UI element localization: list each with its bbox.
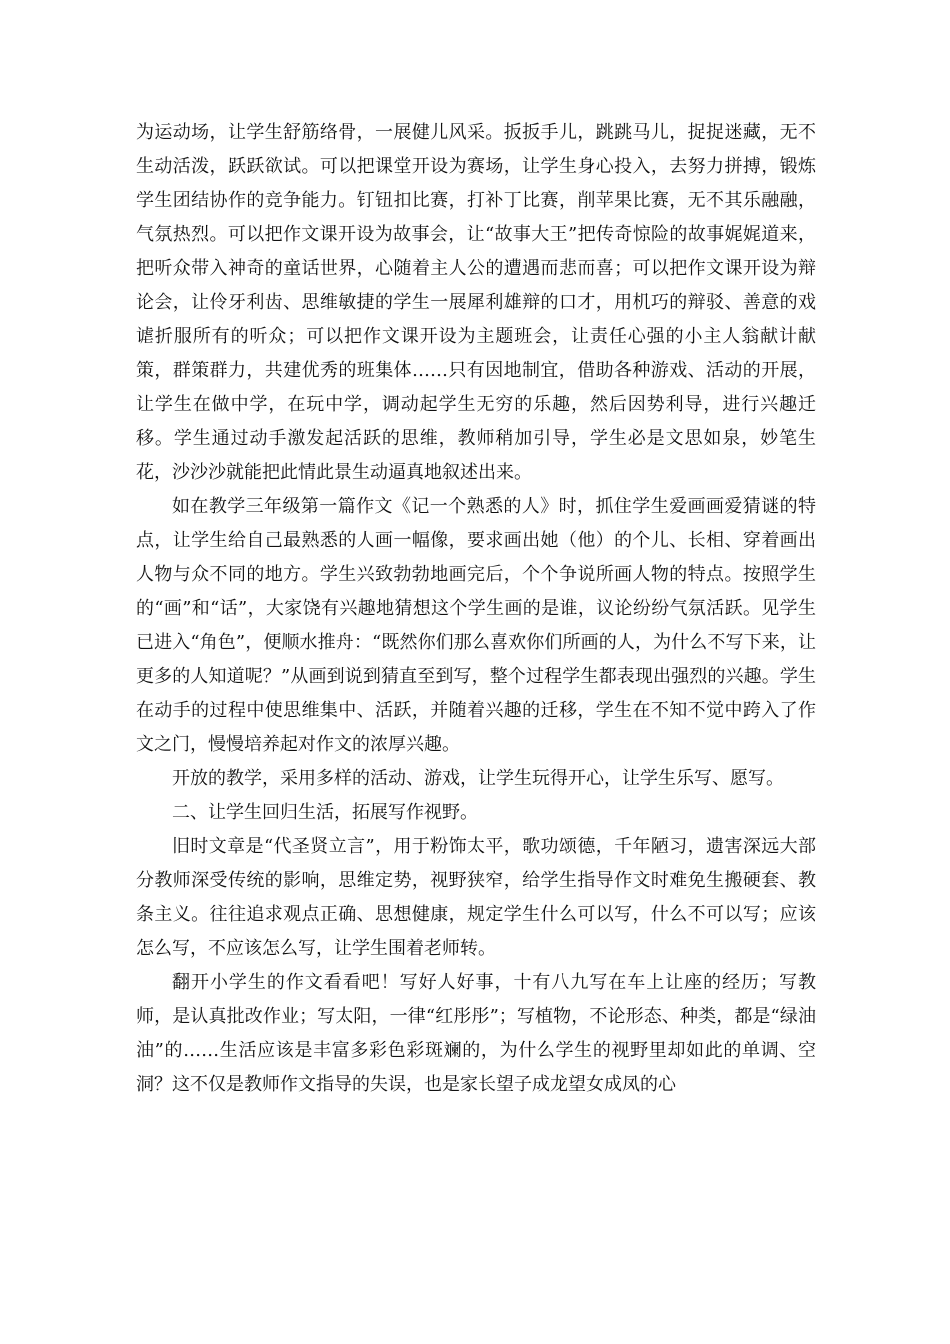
paragraph-continuation: 为运动场，让学生舒筋络骨，一展健儿风采。扳扳手儿，跳跳马儿，捉捉迷藏，无不生动活泼，跃跃欲试。可以把课堂开设为赛场，让学生身心投入，去努力拼搏，锻炼学生团结协作的竞争能力。钉钮扣比赛，打补丁比赛，削苹果比赛，无不其乐融融，气氛热烈。可以把作文课开设为故事会，让“故事大王”把传奇惊险的故事娓娓道来，把听众带入神奇的童话世界，心随着主人公的遭遇而悲而喜；可以把作文课开设为辩论会，让伶牙利齿、思维敏捷的学生一展犀利雄辩的口才，用机巧的辩驳、善意的戏谑折服所有的听众；可以把作文课开设为主题班会，让责任心强的小主人翁献计献策，群策群力，共建优秀的班集体……只有因地制宜，借助各种游戏、活动的开展，让学生在做中学，在玩中学，调动起学生无穷的乐趣，然后因势利导，进行兴趣迁移。学生通过动手激发起活跃的思维，教师稍加引导，学生必是文思如泉，妙笔生花，沙沙沙就能把此情此景生动逼真地叙述出来。: [136, 122, 816, 483]
section-heading: 二、让学生回归生活，拓展写作视野。: [172, 802, 478, 823]
document-body: [136, 116, 816, 1102]
paragraph-student-essays: 翻开小学生的作文看看吧！写好人好事，十有八九写在车上让座的经历；写教师，是认真批改作业；写太阳，一律“红彤彤”；写植物，不论形态、种类，都是“绿油油”的……生活应该是丰富多彩色彩斑斓的，为什么学生的视野里却如此的单调、空洞？这不仅是教师作文指导的失误，也是家长望子成龙望女成凤的心: [136, 972, 816, 1095]
paragraph-summary: 开放的教学，采用多样的活动、游戏，让学生玩得开心，让学生乐写、愿写。: [172, 768, 784, 789]
paragraph-example: 如在教学三年级第一篇作文《记一个熟悉的人》时，抓住学生爱画画爱猜谜的特点，让学生给自己最熟悉的人画一幅像，要求画出她（他）的个儿、长相、穿着画出人物与众不同的地方。学生兴致勃勃地画完后，个个争说所画人物的特点。按照学生的“画”和“话”，大家饶有兴趣地猜想这个学生画的是谁，议论纷纷气氛活跃。见学生已进入“角色”，便顺水推舟：“既然你们那么喜欢你们所画的人，为什么不写下来，让更多的人知道呢？”从画到说到猜直至到写，整个过程学生都表现出强烈的兴趣。学生在动手的过程中使思维集中、活跃，并随着兴趣的迁移，学生在不知不觉中跨入了作文之门，慢慢培养起对作文的浓厚兴趣。: [136, 496, 816, 755]
paragraph-tradition: 旧时文章是“代圣贤立言”，用于粉饰太平，歌功颂德，千年陋习，遗害深远大部分教师深受传统的影响，思维定势，视野狭窄，给学生指导作文时难免生搬硬套、教条主义。往往追求观点正确、思想健康，规定学生什么可以写，什么不可以写；应该怎么写，不应该怎么写，让学生围着老师转。: [136, 836, 816, 959]
